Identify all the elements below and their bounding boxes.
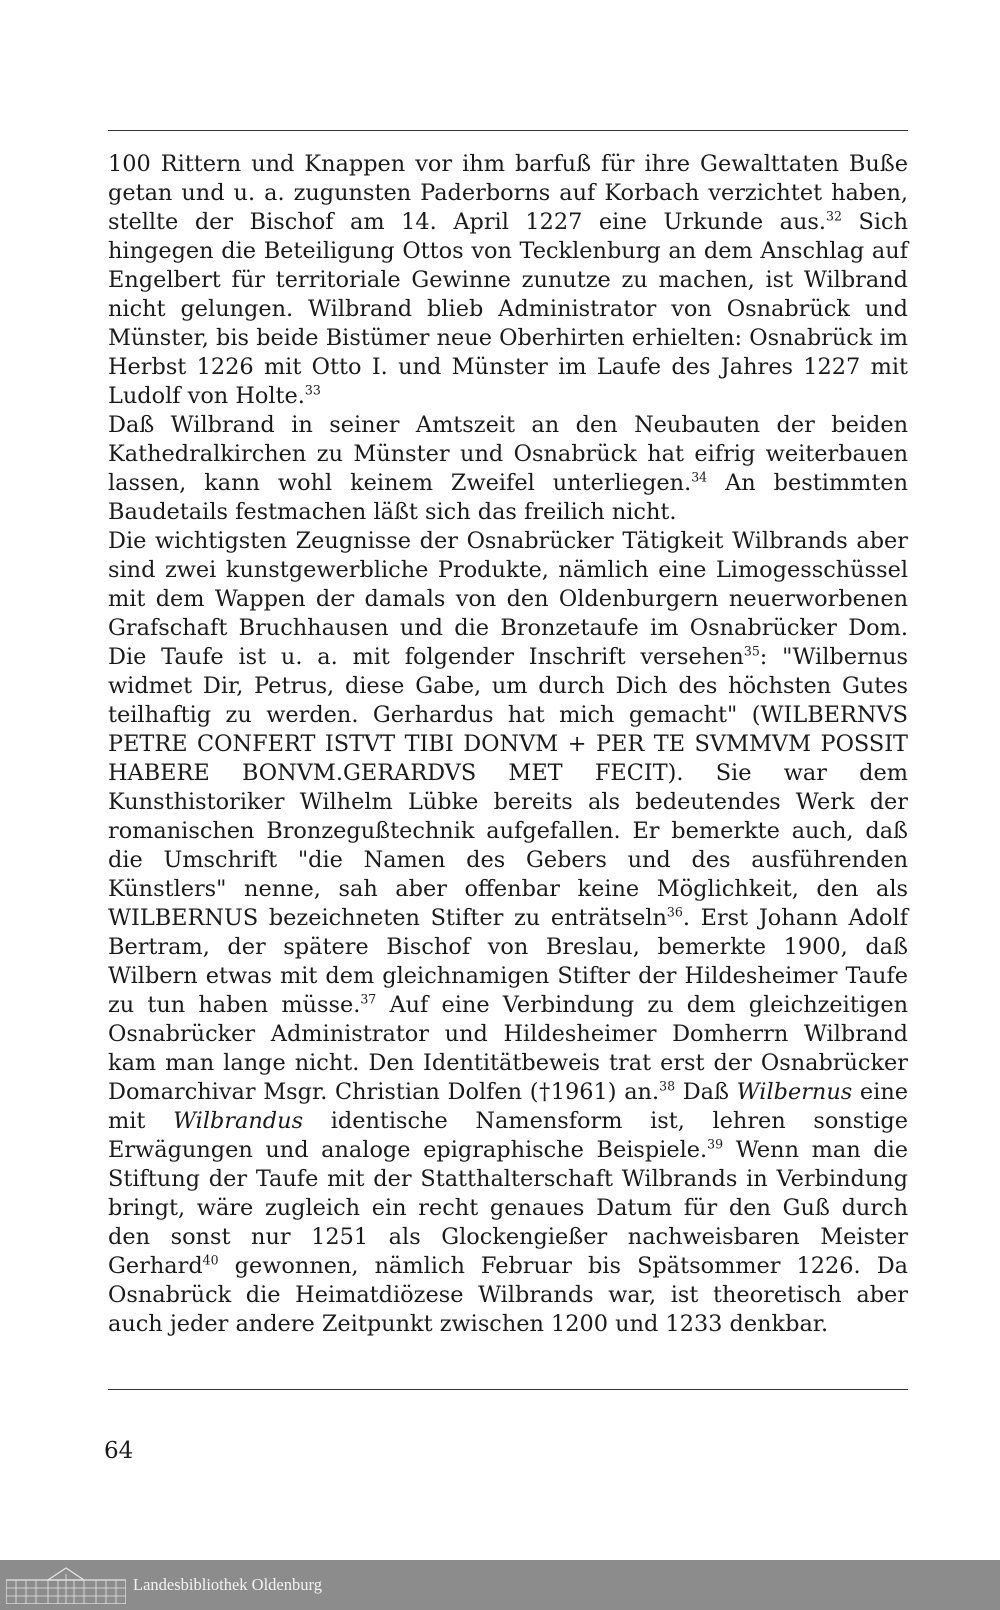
text-run: 100 Rittern und Knappen vor ihm barfuß für ihre Gewalttaten Buße getan und u. a. zugunsten Paderborns auf Korbach verzichtet haben, stellte der Bischof am 14. April 1227 eine Urkunde aus.: [108, 151, 908, 235]
library-building-icon: [6, 1566, 126, 1604]
paragraph: [108, 411, 908, 527]
footnote-ref: 36: [666, 904, 683, 920]
paragraph: [108, 150, 908, 411]
text-run: Daß: [675, 1079, 737, 1105]
paragraph: [108, 527, 908, 1339]
italic-text: Wilbrandus: [173, 1108, 304, 1134]
top-rule: [108, 130, 908, 131]
text-run: An bestimmten Baudetails festmachen läßt sich das freilich nicht.: [108, 470, 908, 525]
footnote-ref: 40: [202, 1252, 219, 1268]
page-number: 64: [104, 1438, 134, 1464]
text-run: . Erst Johann Adolf Bertram, der spätere Bischof von Breslau, bemerkte 1900, daß Wilbern etwas mit dem gleichnamigen Stifter der Hildesheimer Taufe zu tun haben müsse.: [108, 905, 908, 1018]
library-name: Landesbibliothek Oldenburg: [133, 1575, 322, 1594]
footnote-ref: 32: [826, 208, 842, 224]
text-run: Wenn man die Stiftung der Taufe mit der Statthalterschaft Wilbrands in Verbindung bringt, wäre zugleich ein recht genaues Datum für den Guß durch den sonst nur 1251 als Glockengießer nachweisbaren Meister Gerhard: [108, 1137, 908, 1279]
body-text: [108, 150, 908, 1339]
text-run: identische Namensform ist, lehren sonstige Erwägungen und analoge epigraphische Beispiele.: [108, 1108, 909, 1163]
bottom-rule: [108, 1389, 908, 1390]
footnote-ref: 38: [659, 1078, 676, 1094]
text-run: : "Wilbernus widmet Dir, Petrus, diese Gabe, um durch Dich des höchsten Gutes teilhaftig zu werden. Gerhardus hat mich gemacht" (WILBERNVS PETRE CONFERT ISTVT TIBI DONVM + PER TE SVMMVM POSSIT HABERE BONVM.GERARDVS MET FECIT). Sie war dem Kunsthistoriker Wilhelm Lübke bereits als bedeutendes Werk der romanischen Bronzegußtechnik aufgefallen. Er bemerkte auch, daß die Umschrift "die Namen des Gebers und des ausführenden Künstlers" nenne, sah aber offenbar keine Möglichkeit, den als WILBERNUS bezeichneten Stifter zu enträtseln: [108, 644, 908, 931]
text-run: Daß Wilbrand in seiner Amtszeit an den Neubauten der beiden Kathedralkirchen zu Münster und Osnabrück hat eifrig weiterbauen lassen, kann wohl keinem Zweifel unterliegen.: [108, 412, 908, 496]
text-run: gewonnen, nämlich Februar bis Spätsommer 1226. Da Osnabrück die Heimatdiözese Wilbrands war, ist theoretisch aber auch jeder andere Zeitpunkt zwischen 1200 und 1233 denkbar.: [108, 1253, 908, 1337]
text-run: Auf eine Verbindung zu dem gleichzeitigen Osnabrücker Administrator und Hildesheimer Domherrn Wilbrand kam man lange nicht. Den Identitätbeweis trat erst der Osnabrücker Domarchivar Msgr. Christian Dolfen (†1961) an.: [108, 992, 908, 1105]
footnote-ref: 37: [360, 991, 377, 1007]
footnote-ref: 34: [691, 469, 708, 485]
text-run: eine mit: [108, 1079, 908, 1134]
footnote-ref: 35: [743, 643, 760, 659]
text-run: Die wichtigsten Zeugnisse der Osnabrücker Tätigkeit Wilbrands aber sind zwei kunstgewerbliche Produkte, nämlich eine Limogesschüssel mit dem Wappen der damals von den Oldenburgern neuerworbenen Grafschaft Bruchhausen und die Bronzetaufe im Osnabrücker Dom. Die Taufe ist u. a. mit folgender Inschrift versehen: [108, 528, 908, 670]
text-run: Sich hingegen die Beteiligung Ottos von Tecklenburg an dem Anschlag auf Engelbert für territoriale Gewinne zunutze zu machen, ist Wilbrand nicht gelungen. Wilbrand blieb Administrator von Osnabrück und Münster, bis beide Bistümer neue Oberhirten erhielten: Osnabrück im Herbst 1226 mit Otto I. und Münster im Laufe des Jahres 1227 mit Ludolf von Holte.: [108, 209, 909, 409]
footer-bar: [0, 1560, 1000, 1610]
italic-text: Wilbernus: [736, 1079, 853, 1105]
footnote-ref: 39: [707, 1136, 724, 1152]
footnote-ref: 33: [304, 382, 321, 398]
